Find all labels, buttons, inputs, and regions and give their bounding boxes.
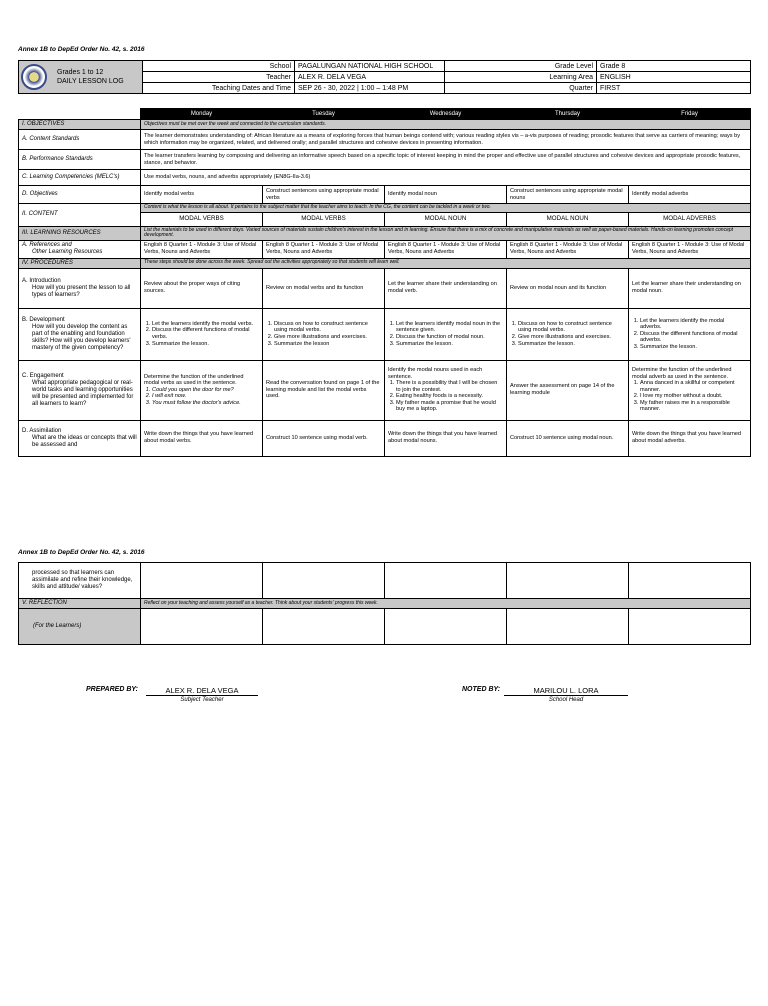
development-monday — [141, 308, 263, 360]
cell-empty — [629, 609, 751, 645]
reference-wednesday: English 8 Quarter 1 - Module 3: Use of Modal Verbs, Nouns and Adverbs — [385, 240, 507, 258]
dates-value: SEP 26 - 30, 2022 | 1:00 – 1:48 PM — [295, 83, 445, 94]
teacher-value: ALEX R. DELA VEGA — [295, 72, 445, 83]
list-item: 3. Summarize the lesson. — [518, 341, 625, 348]
school-value: PAGALUNGAN NATIONAL HIGH SCHOOL — [295, 61, 445, 72]
engagement-monday-intro: Determine the function of the underlined modal verbs as used in the sentence. — [144, 373, 244, 387]
introduction-tuesday: Review on modal verbs and its function — [263, 268, 385, 308]
topic-wednesday: MODAL NOUN — [385, 212, 507, 226]
list-item: 2. Discuss the different functions of modal verbs. — [152, 327, 259, 340]
list-item: 1. Discuss on how to construct sentence using modal verbs. — [274, 321, 381, 334]
objective-thursday: Construct sentences using appropriate modal nouns — [507, 186, 629, 204]
list-item: 3. My father made a promise that he would buy me a laptop. — [396, 400, 503, 413]
annex-label-page2: Annex 1B to DepEd Order No. 42, s. 2016 — [18, 549, 145, 556]
reflection-heading: V. REFLECTION — [19, 599, 141, 609]
teacher-label: Teacher — [143, 72, 295, 83]
cell-empty — [385, 563, 507, 599]
introduction-wednesday: Let the learner share their understanding on modal verb. — [385, 268, 507, 308]
annex-label: Annex 1B to DepEd Order No. 42, s. 2016 — [18, 46, 145, 53]
list-item: 3. Summarize the lesson. — [396, 341, 503, 348]
day-header-friday: Friday — [629, 109, 751, 120]
engagement-monday — [141, 360, 263, 420]
development-wednesday — [385, 308, 507, 360]
cell-empty — [629, 563, 751, 599]
development-thursday — [507, 308, 629, 360]
list-item: 2. Eating healthy foods is a necessity. — [396, 393, 503, 400]
assimilation-monday: Write down the things that you have learned about modal verbs. — [141, 420, 263, 456]
assimilation-question-continued: processed so that learners can assimilate and refine their knowledge, skills and attitude/ values? — [19, 563, 141, 599]
engagement-thursday: Answer the assessment on page 14 of the learning module — [507, 360, 629, 420]
cell-empty — [263, 609, 385, 645]
introduction-title: A. Introduction — [22, 277, 61, 284]
engagement-title: C. Engagement — [22, 372, 64, 379]
list-item: 3. Summarize the lesson — [274, 341, 381, 348]
references-label-line2: Other Learning Resources — [32, 249, 103, 255]
reference-friday: English 8 Quarter 1 - Module 3: Use of Modal Verbs, Nouns and Adverbs — [629, 240, 751, 258]
reference-monday: English 8 Quarter 1 - Module 3: Use of Modal Verbs, Nouns and Adverbs — [141, 240, 263, 258]
prepared-by-role: Subject Teacher — [180, 697, 224, 703]
introduction-question: How will you present the lesson to all types of learners? — [32, 284, 131, 298]
objective-monday: Identify modal verbs — [141, 186, 263, 204]
list-item: 2. Discuss the different functions of modal adverbs. — [640, 331, 747, 344]
objectives-heading: I. OBJECTIVES — [19, 120, 141, 130]
objective-friday: Identify modal adverbs — [629, 186, 751, 204]
engagement-wednesday-intro: Identify the modal nouns used in each sentence. — [388, 366, 483, 380]
list-item: 3. You must follow the doctor's advice. — [152, 400, 259, 407]
grade-level-value: Grade 8 — [597, 61, 751, 72]
assimilation-wednesday: Write down the things that you have learned about modal nouns. — [385, 420, 507, 456]
engagement-friday — [629, 360, 751, 420]
assimilation-thursday: Construct 10 sentence using modal noun. — [507, 420, 629, 456]
performance-standards-text: The learner transfers learning by composing and delivering an informative speech based on a specific topic of interest keeping in mind the proper and effective use of parallel structures and cohesive devices and appropriate prosodic features, stance, and behavior. — [141, 150, 751, 170]
objective-tuesday: Construct sentences using appropriate modal verbs — [263, 186, 385, 204]
competencies-text: Use modal verbs, nouns, and adverbs appropriately (EN8G-IIa-3.6) — [141, 170, 751, 186]
dates-label: Teaching Dates and Time — [143, 83, 295, 94]
assimilation-friday: Write down the things that you have learned about modal adverbs. — [629, 420, 751, 456]
lesson-table — [18, 108, 751, 457]
quarter-label: Quarter — [445, 83, 597, 94]
day-objectives-label: D. Objectives — [19, 186, 141, 204]
cell-empty — [385, 609, 507, 645]
for-learners-label: (For the Learners) — [19, 609, 141, 645]
list-item: 1. Discuss on how to construct sentence using modal verbs. — [518, 321, 625, 334]
introduction-monday: Review about the proper ways of citing sources. — [141, 268, 263, 308]
list-item: 3. Summarize the lesson. — [640, 344, 747, 351]
development-question: How will you develop the content as part of the enabling and foundation skills? How will you develop learners' mastery of the given competency? — [32, 323, 131, 351]
content-heading: II. CONTENT — [19, 204, 141, 227]
development-tuesday — [263, 308, 385, 360]
introduction-thursday: Review on modal noun and its function — [507, 268, 629, 308]
resources-note: List the materials to be used in different days. Varied sources of materials sustain children's interest in the lesson and in learning. Ensure that there is a mix of concrete and manipulative materials as well as paper-based materials. Hands-on learning promotes concept development. — [141, 226, 751, 240]
topic-thursday: MODAL NOUN — [507, 212, 629, 226]
noted-by-role: School Head — [548, 697, 584, 703]
topic-tuesday: MODAL VERBS — [263, 212, 385, 226]
learning-area-label: Learning Area — [445, 72, 597, 83]
topic-friday: MODAL ADVERBS — [629, 212, 751, 226]
day-header-wednesday: Wednesday — [385, 109, 507, 120]
development-friday — [629, 308, 751, 360]
prepared-by-label: PREPARED BY: — [86, 686, 138, 693]
list-item: 1. Let the learners identify the modal adverbs. — [640, 318, 747, 331]
cell-empty — [263, 563, 385, 599]
engagement-question: What appropriate pedagogical or real-world tasks and learning opportunities will be presented and implemented for all learners to learn? — [32, 379, 134, 407]
reflection-note: Reflect on your teaching and assess yourself as a teacher. Think about your students' progress this week. — [141, 599, 751, 609]
day-header-monday: Monday — [141, 109, 263, 120]
resources-heading: III. LEARNING RESOURCES — [19, 226, 141, 240]
list-item: 2. Give more illustrations and exercises. — [274, 334, 381, 341]
list-item: 3. My father raises me in a responsible manner. — [640, 400, 747, 413]
list-item: 1. There is a possibility that I will be chosen to join the contest. — [396, 380, 503, 393]
assimilation-tuesday: Construct 10 sentence using modal verb. — [263, 420, 385, 456]
cell-empty — [141, 563, 263, 599]
content-note: Content is what the lesson is all about. It pertains to the subject matter that the teacher aims to teach. In the CG, the content can be tackled in a week or two. — [141, 204, 751, 213]
cell-empty — [141, 609, 263, 645]
day-header-thursday: Thursday — [507, 109, 629, 120]
content-standards-label: A. Content Standards — [19, 130, 141, 150]
reference-tuesday: English 8 Quarter 1 - Module 3: Use of Modal Verbs, Nouns and Adverbs — [263, 240, 385, 258]
list-item: 2. Give more illustrations and exercises. — [518, 334, 625, 341]
procedures-heading: IV. PROCEDURES — [19, 258, 141, 268]
procedures-note: These steps should be done across the week. Spread out the activities appropriately so that students will learn well. — [141, 258, 751, 268]
assimilation-question: What are the ideas or concepts that will be assessed and — [32, 434, 137, 448]
list-item: 1. Let the learners identify modal noun in the sentence given. — [396, 321, 503, 334]
content-standards-text: The learner demonstrates understanding of: African literature as a means of exploring forces that human beings contend with; various reading styles vis – a-vis purposes of reading; prosodic features that serve as carriers of meaning; ways by which information may be organized, related, and delivered orally; and parallel structures and cohesive devices in presenting information. — [141, 130, 751, 150]
grades-label: Grades 1 to 12 — [57, 69, 104, 76]
introduction-label — [19, 268, 141, 308]
header-table — [18, 60, 751, 94]
quarter-value: FIRST — [597, 83, 751, 94]
list-item: 1. Could you open the door for me? — [152, 387, 259, 394]
engagement-friday-intro: Determine the function of the underlined modal adverb as used in the sentence. — [632, 366, 732, 380]
list-item: 3. Summarize the lesson. — [152, 341, 259, 348]
noted-by-label: NOTED BY: — [462, 686, 501, 693]
day-header-tuesday: Tuesday — [263, 109, 385, 120]
learning-area-value: ENGLISH — [597, 72, 751, 83]
list-item: 2. I will exit now. — [152, 393, 259, 400]
engagement-label — [19, 360, 141, 420]
log-title-cell — [19, 61, 143, 94]
cell-empty — [507, 609, 629, 645]
list-item: 1. Anna danced in a skillful or competent manner. — [640, 380, 747, 393]
development-title: B. Development — [22, 316, 65, 323]
cell-empty — [507, 563, 629, 599]
assimilation-label — [19, 420, 141, 456]
noted-by-name: MARILOU L. LORA — [504, 686, 628, 696]
list-item: 2. Discuss the function of modal noun. — [396, 334, 503, 341]
references-label-line1: A. References and — [22, 242, 72, 248]
competencies-label: C. Learning Competencies (MELC's) — [19, 170, 141, 186]
prepared-by-name: ALEX R. DELA VEGA — [146, 686, 258, 696]
topic-monday: MODAL VERBS — [141, 212, 263, 226]
list-item: 2. I love my mother without a doubt. — [640, 393, 747, 400]
school-label: School — [143, 61, 295, 72]
engagement-tuesday: Read the conversation found on page 1 of the learning module and list the modal verbs used. — [263, 360, 385, 420]
objectives-note: Objectives must be met over the week and connected to the curriculum standards. — [141, 120, 751, 130]
lesson-table-continued — [18, 562, 751, 645]
objective-wednesday: Identify modal noun — [385, 186, 507, 204]
references-label — [19, 240, 141, 258]
introduction-friday: Let the learner share their understanding on modal noun. — [629, 268, 751, 308]
development-label — [19, 308, 141, 360]
deped-seal-icon — [21, 64, 47, 90]
assimilation-title: D. Assimilation — [22, 427, 62, 434]
grade-level-label: Grade Level — [445, 61, 597, 72]
log-title: DAILY LESSON LOG — [57, 78, 124, 85]
performance-standards-label: B. Performance Standards — [19, 150, 141, 170]
reference-thursday: English 8 Quarter 1 - Module 3: Use of Modal Verbs, Nouns and Adverbs — [507, 240, 629, 258]
list-item: 1. Let the learners identify the modal verbs. — [152, 321, 259, 328]
engagement-wednesday — [385, 360, 507, 420]
